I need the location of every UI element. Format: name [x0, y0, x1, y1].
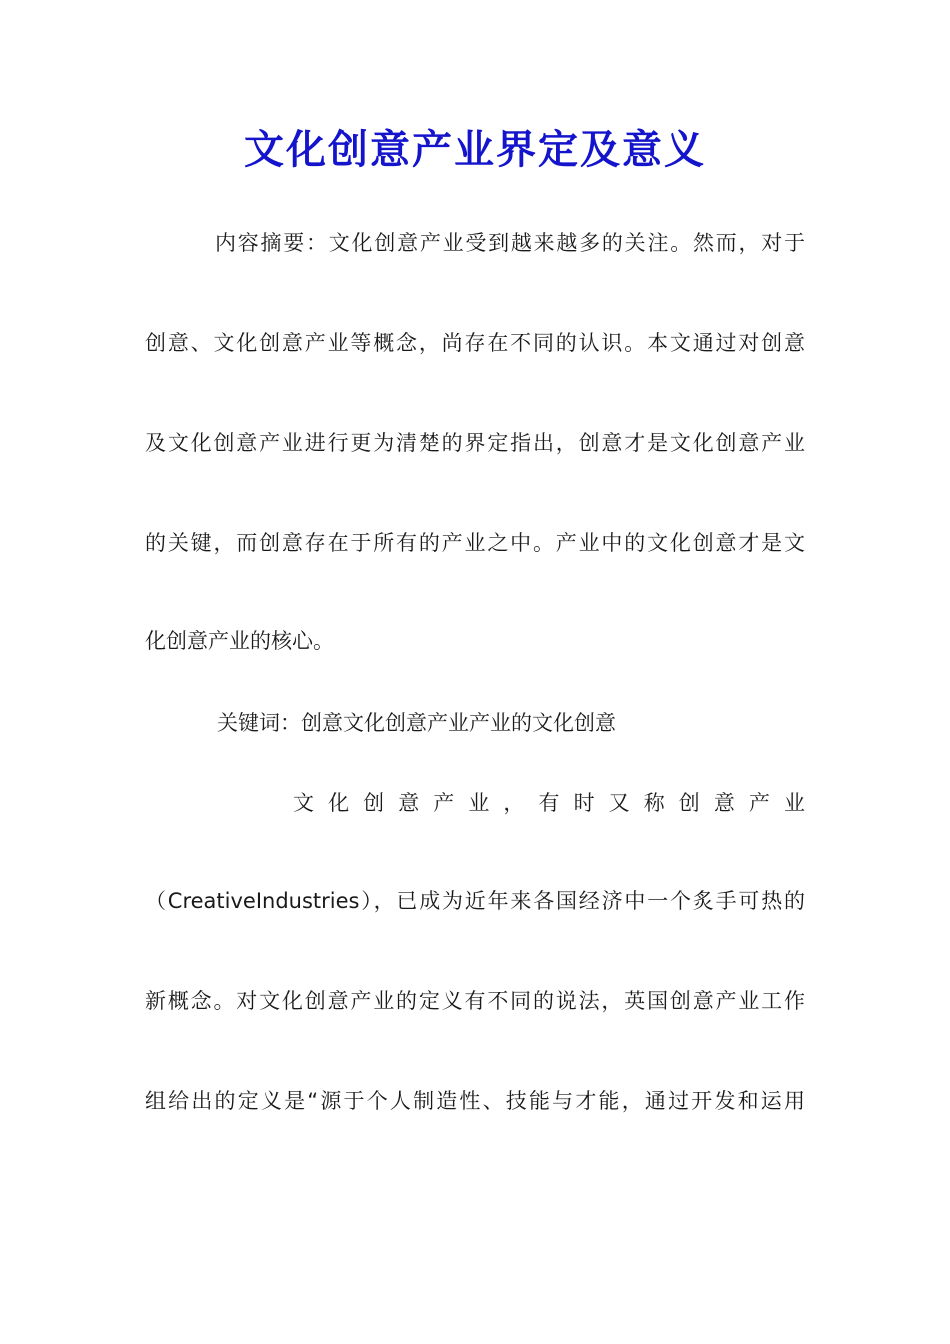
body-line-3: 新概念。对文化创意产业的定义有不同的说法，英国创意产业工作	[145, 989, 805, 1013]
body-line-2: （CreativeIndustries），已成为近年来各国经济中一个炙手可热的	[145, 889, 805, 913]
body-line-4: 组给出的定义是“源于个人制造性、技能与才能，通过开发和运用	[145, 1089, 805, 1113]
abstract-line-5: 化创意产业的核心。	[145, 629, 334, 653]
keywords-line: 关键词：创意文化创意产业产业的文化创意	[217, 711, 616, 735]
abstract-line-1: 内容摘要：文化创意产业受到越来越多的关注。然而，对于	[215, 231, 805, 255]
document-title: 文化创意产业界定及意义	[244, 126, 706, 173]
abstract-line-2: 创意、文化创意产业等概念，尚存在不同的认识。本文通过对创意	[145, 331, 805, 355]
abstract-line-4: 的关键，而创意存在于所有的产业之中。产业中的文化创意才是文	[145, 531, 805, 555]
abstract-line-3: 及文化创意产业进行更为清楚的界定指出，创意才是文化创意产业	[145, 431, 805, 455]
body-line-1: 文 化 创 意 产 业 ， 有 时 又 称 创 意 产 业	[293, 791, 805, 815]
